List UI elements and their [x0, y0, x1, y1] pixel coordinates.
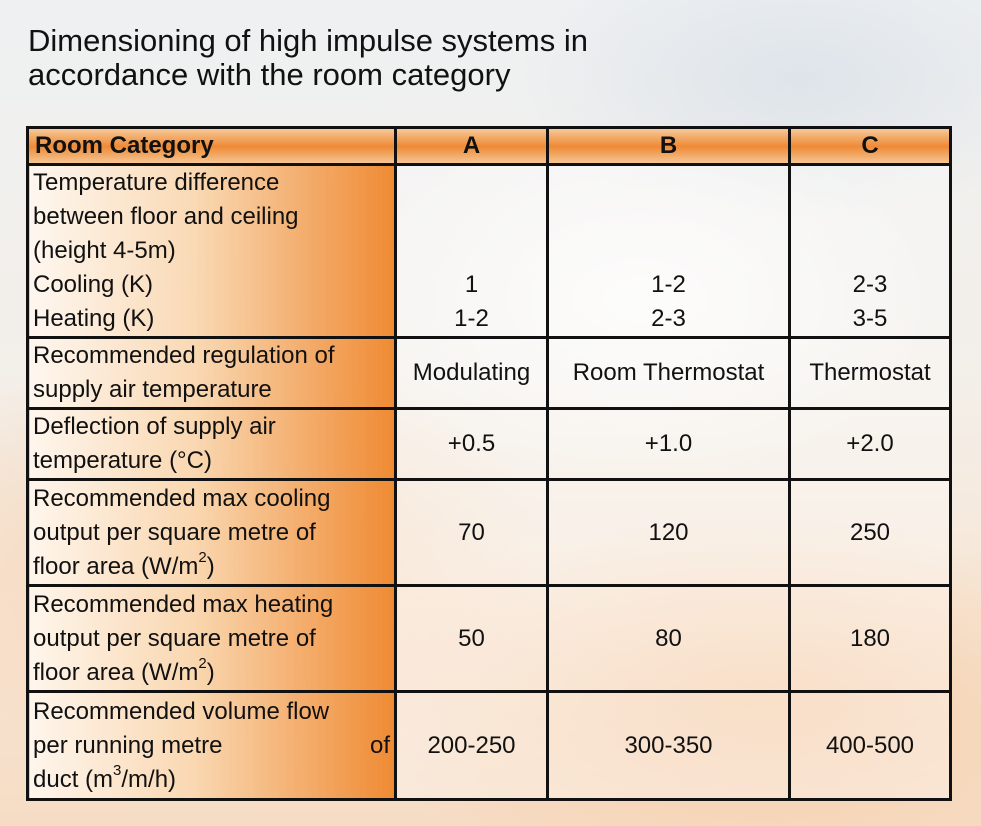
table-row-deflection	[28, 409, 951, 480]
room-category-table	[26, 126, 952, 801]
table-row-temperature-difference	[28, 165, 951, 338]
cell-cooling-output-b: 120	[548, 480, 790, 586]
cell-deflection-b: +1.0	[548, 409, 790, 480]
cell-deflection-c: +2.0	[790, 409, 951, 480]
cell-volume-flow-b: 300-350	[548, 692, 790, 800]
cell-cooling-output-c: 250	[790, 480, 951, 586]
page-title-line-2: accordance with the room category	[28, 57, 511, 92]
row-label-temperature-difference: Temperature difference between floor and ceiling (height 4-5m) Cooling (K) Heating (K)	[28, 165, 396, 338]
cell-temp-diff-a: 1 1-2	[396, 165, 548, 338]
cell-heating-output-a: 50	[396, 586, 548, 692]
cell-cooling-output-a: 70	[396, 480, 548, 586]
cell-volume-flow-c: 400-500	[790, 692, 951, 800]
cell-regulation-b: Room Thermostat	[548, 338, 790, 409]
table-row-heating-output	[28, 586, 951, 692]
cell-volume-flow-a: 200-250	[396, 692, 548, 800]
cell-heating-output-b: 80	[548, 586, 790, 692]
header-col-c: C	[790, 128, 951, 165]
table-header-row	[28, 128, 951, 165]
table-row-volume-flow	[28, 692, 951, 800]
row-label-regulation: Recommended regulation of supply air temperature	[28, 338, 396, 409]
cell-temp-diff-c: 2-3 3-5	[790, 165, 951, 338]
header-room-category: Room Category	[28, 128, 396, 165]
table-row-cooling-output	[28, 480, 951, 586]
table-row-regulation	[28, 338, 951, 409]
row-label-volume-flow: Recommended volume flow per running metre of duct $(m^3/m/h)$	[28, 692, 396, 800]
header-col-b: B	[548, 128, 790, 165]
header-col-a: A	[396, 128, 548, 165]
cell-deflection-a: +0.5	[396, 409, 548, 480]
cell-regulation-a: Modulating	[396, 338, 548, 409]
page-title	[28, 24, 588, 92]
cell-heating-output-c: 180	[790, 586, 951, 692]
page-title-line-1: Dimensioning of high impulse systems in	[28, 23, 588, 58]
row-label-heating-output: Recommended max heating output per square metre of floor area $(W/m^2)$	[28, 586, 396, 692]
cell-temp-diff-b: 1-2 2-3	[548, 165, 790, 338]
row-label-deflection: Deflection of supply air temperature (°C)	[28, 409, 396, 480]
row-label-cooling-output: Recommended max cooling output per square metre of floor area $(W/m^2)$	[28, 480, 396, 586]
cell-regulation-c: Thermostat	[790, 338, 951, 409]
